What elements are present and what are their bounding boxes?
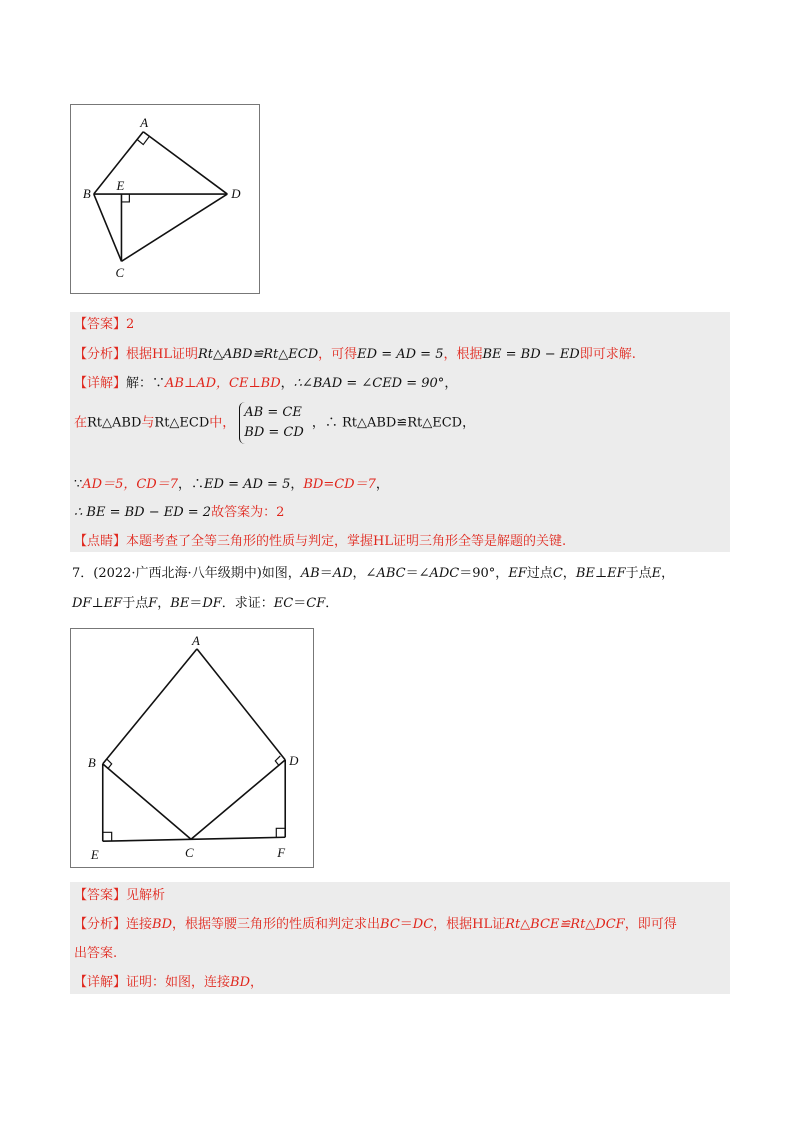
math-expr: AD＝5，CD＝7 <box>82 477 179 492</box>
question-7-line-2 <box>72 596 338 612</box>
math-var: BD <box>152 917 173 932</box>
segment-ad <box>143 132 227 194</box>
comment-tag: 【点睛】 <box>74 534 127 549</box>
detail-text: ∵ <box>74 477 83 492</box>
math-expr: ∴ Rt△ABD≌Rt△ECD <box>324 415 463 431</box>
question-text: ．求证： <box>221 596 274 611</box>
detail-line-6 <box>74 505 284 521</box>
answer-line <box>74 317 134 333</box>
math-var: EF <box>103 596 123 611</box>
math-var: EC <box>273 596 294 611</box>
solution-block-2 <box>70 882 730 994</box>
question-text: ＝∠ <box>405 566 430 581</box>
question-text: 于点 <box>122 596 149 611</box>
math-var: BE <box>170 596 190 611</box>
math-var: EF <box>508 566 527 581</box>
math-expr: Rt△ABD <box>87 415 142 431</box>
segment-ad <box>197 649 285 760</box>
detail-text: ， <box>280 376 294 391</box>
figure-2 <box>70 628 314 868</box>
math-var: BC <box>380 917 400 932</box>
question-text: ＝ <box>319 566 333 581</box>
math-expr: BE = BD − ED <box>482 347 580 362</box>
solution-block-1 <box>70 312 730 552</box>
detail-text: ，∴ <box>178 477 205 492</box>
question-text: ⊥ <box>594 566 608 581</box>
detail-text: ， <box>462 415 476 431</box>
analysis-line <box>74 917 677 933</box>
label-a: A <box>192 633 200 648</box>
math-var: ABC <box>376 566 406 581</box>
math-expr: Rt△ABD≌Rt△ECD <box>198 347 319 362</box>
question-text: ＝ <box>293 596 307 611</box>
label-b: B <box>87 755 96 770</box>
detail-text: 解：∵ <box>126 376 166 391</box>
segment-cd <box>121 194 227 261</box>
question-text: 7．(2022·广西北海·八年级期中)如图， <box>72 566 301 581</box>
question-text: 于点 <box>625 566 652 581</box>
figure-2-svg <box>71 629 313 867</box>
detail-text: 故答案为：2 <box>211 505 285 520</box>
detail-text: ， <box>444 376 458 391</box>
answer-tag: 【答案】 <box>74 888 127 903</box>
math-var: DF <box>202 596 222 611</box>
analysis-text: ，根据等腰三角形的性质和判定求出 <box>172 917 381 932</box>
analysis-line <box>74 347 636 363</box>
answer-value: 见解析 <box>126 888 166 903</box>
analysis-text: 出答案. <box>74 946 118 961</box>
math-var: F <box>148 596 158 611</box>
system-row: AB = CE <box>244 405 302 420</box>
detail-line <box>74 975 263 991</box>
detail-tag: 【详解】 <box>74 376 127 391</box>
label-f: F <box>277 846 286 861</box>
comment-text: 本题考查了全等三角形的性质与判定，掌握HL证明三角形全等是解题的关键. <box>126 534 567 549</box>
segment-bc <box>103 764 191 839</box>
label-d: D <box>289 753 299 768</box>
label-a: A <box>140 115 149 130</box>
answer-value: 2 <box>126 317 135 332</box>
detail-text: 与 <box>141 415 155 431</box>
comment-line <box>74 534 566 550</box>
question-text: ， <box>661 566 675 581</box>
answer-line <box>74 888 165 904</box>
detail-tag: 【详解】 <box>74 975 127 990</box>
math-var: DF <box>72 596 92 611</box>
question-text: ，∠ <box>352 566 377 581</box>
math-expr: ∴∠BAD = ∠CED = 90° <box>293 376 445 391</box>
question-text: ， <box>562 566 576 581</box>
segment-bc <box>94 194 122 261</box>
math-var: CF <box>306 596 326 611</box>
math-var: EF <box>607 566 626 581</box>
question-text: ＝90°， <box>459 566 509 581</box>
system-row: BD = CD <box>244 425 304 440</box>
right-angle-e <box>103 832 112 841</box>
label-c: C <box>185 846 194 861</box>
math-expr: BD=CD＝7 <box>303 477 376 492</box>
right-angle-f <box>276 828 285 837</box>
math-expr: ∴ BE = BD − ED = 2 <box>74 505 212 520</box>
analysis-text: ＝ <box>399 917 413 932</box>
analysis-text: 即可求解. <box>579 347 636 362</box>
detail-text: ， <box>311 415 325 431</box>
math-var: C <box>552 566 563 581</box>
math-var: DC <box>412 917 434 932</box>
label-b: B <box>82 187 91 202</box>
math-var: AD <box>332 566 353 581</box>
detail-text: 在 <box>74 415 88 431</box>
math-expr: ED = AD = 5 <box>204 477 291 492</box>
detail-text: ， <box>290 477 304 492</box>
math-var: BD <box>230 975 251 990</box>
label-d: D <box>231 187 241 202</box>
detail-text: 中， <box>209 415 236 431</box>
analysis-text: 连接 <box>126 917 153 932</box>
detail-line-5 <box>74 477 389 493</box>
math-var: E <box>651 566 662 581</box>
analysis-text: ，可得 <box>318 347 358 362</box>
math-var: BE <box>575 566 595 581</box>
question-text: ， <box>157 596 171 611</box>
math-expr: AB⊥AD，CE⊥BD <box>165 376 281 391</box>
math-expr: ED = AD = 5 <box>357 347 444 362</box>
right-angle-e <box>121 194 129 202</box>
question-text: ⊥ <box>91 596 104 611</box>
analysis-text: ，即可得 <box>624 917 677 932</box>
label-e: E <box>90 848 99 863</box>
detail-text: ， <box>250 975 264 990</box>
segment-ef <box>103 837 285 841</box>
analysis-line-2 <box>74 946 117 962</box>
analysis-text: ，根据HL证 <box>433 917 506 932</box>
detail-line-4 <box>74 402 475 444</box>
math-expr: Rt△ECD <box>154 415 210 431</box>
analysis-text: ，根据 <box>443 347 483 362</box>
label-c: C <box>115 266 125 281</box>
segment-ab <box>103 649 197 764</box>
detail-text: ， <box>375 477 389 492</box>
question-text: ＝ <box>189 596 203 611</box>
analysis-tag: 【分析】 <box>74 347 127 362</box>
segment-cd <box>191 760 285 839</box>
label-e: E <box>116 179 125 194</box>
analysis-tag: 【分析】 <box>74 917 127 932</box>
math-var: AB <box>300 566 320 581</box>
analysis-text: 根据HL证明 <box>126 347 198 362</box>
figure-1 <box>70 104 260 294</box>
question-text: 过点 <box>526 566 553 581</box>
answer-tag: 【答案】 <box>74 317 127 332</box>
detail-line <box>74 376 457 392</box>
question-text: ． <box>325 596 339 611</box>
detail-text: 证明：如图，连接 <box>126 975 231 990</box>
math-var: ADC <box>429 566 460 581</box>
equation-system <box>239 402 308 444</box>
question-7-line-1 <box>72 566 674 582</box>
figure-1-svg <box>71 105 259 293</box>
math-expr: Rt△BCE≌Rt△DCF <box>505 917 625 932</box>
